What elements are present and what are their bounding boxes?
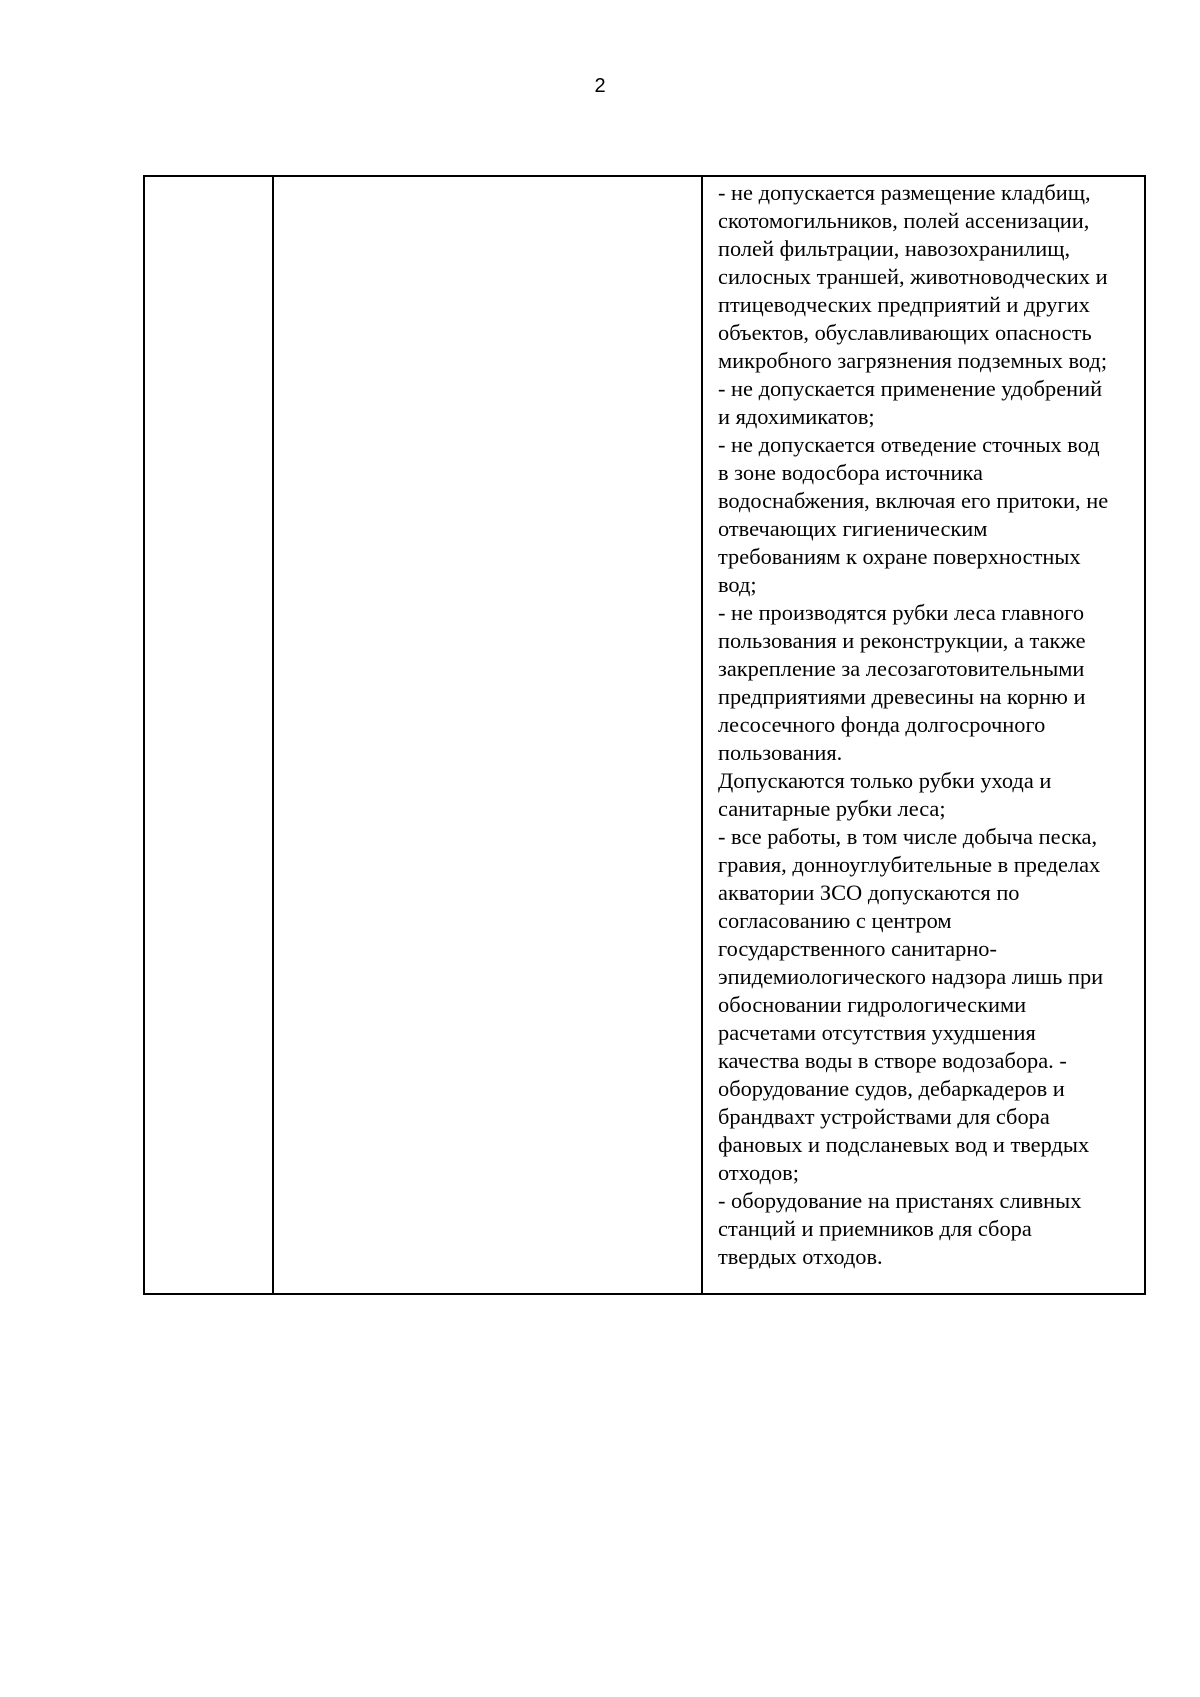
text-line: - все работы, в том числе добыча песка, bbox=[718, 824, 1098, 849]
text-line: птицеводческих предприятий и других bbox=[718, 292, 1090, 317]
text-line: - не допускается применение удобрений bbox=[718, 376, 1103, 401]
text-line: отходов; bbox=[718, 1160, 799, 1185]
page-number: 2 bbox=[594, 75, 606, 97]
text-line: - не допускается размещение кладбищ, bbox=[718, 180, 1091, 205]
text-line: Допускаются только рубки ухода и bbox=[718, 768, 1052, 793]
text-line: силосных траншей, животноводческих и bbox=[718, 264, 1108, 289]
text-line: предприятиями древесины на корню и bbox=[718, 684, 1086, 709]
text-line: - не производятся рубки леса главного bbox=[718, 600, 1085, 625]
text-line: в зоне водосбора источника bbox=[718, 460, 983, 485]
text-line: эпидемиологического надзора лишь при bbox=[718, 964, 1104, 989]
text-line: согласованию с центром bbox=[718, 908, 952, 933]
text-line: фановых и подсланевых вод и твердых bbox=[718, 1132, 1090, 1157]
text-line: объектов, обуславливающих опасность bbox=[718, 320, 1092, 345]
text-line: гравия, донноуглубительные в пределах bbox=[718, 852, 1101, 877]
text-line: микробного загрязнения подземных вод; bbox=[718, 348, 1108, 373]
text-line: пользования. bbox=[718, 740, 843, 765]
text-line: и ядохимикатов; bbox=[718, 404, 875, 429]
text-line: расчетами отсутствия ухудшения bbox=[718, 1020, 1036, 1045]
table-cell-3 bbox=[702, 176, 1145, 1294]
text-line: оборудование судов, дебаркадеров и bbox=[718, 1076, 1065, 1101]
table-cell-1 bbox=[144, 176, 273, 1294]
restrictions-table bbox=[143, 175, 1146, 1295]
restrictions-text bbox=[703, 177, 1144, 1271]
text-line: санитарные рубки леса; bbox=[718, 796, 946, 821]
text-line: брандвахт устройствами для сбора bbox=[718, 1104, 1050, 1129]
text-line: полей фильтрации, навозохранилищ, bbox=[718, 236, 1071, 261]
text-line: отвечающих гигиеническим bbox=[718, 516, 988, 541]
text-line: лесосечного фонда долгосрочного bbox=[718, 712, 1046, 737]
text-line: станций и приемников для сбора bbox=[718, 1216, 1032, 1241]
text-line: обосновании гидрологическими bbox=[718, 992, 1027, 1017]
table-cell-2 bbox=[273, 176, 702, 1294]
table-row bbox=[144, 176, 1145, 1294]
text-line: закрепление за лесозаготовительными bbox=[718, 656, 1085, 681]
text-line: - оборудование на пристанях сливных bbox=[718, 1188, 1082, 1213]
text-line: вод; bbox=[718, 572, 757, 597]
text-line: водоснабжения, включая его притоки, не bbox=[718, 488, 1109, 513]
text-line: - не допускается отведение сточных вод bbox=[718, 432, 1100, 457]
text-line: акватории ЗСО допускаются по bbox=[718, 880, 1020, 905]
text-line: твердых отходов. bbox=[718, 1244, 883, 1269]
text-line: скотомогильников, полей ассенизации, bbox=[718, 208, 1090, 233]
text-line: качества воды в створе водозабора. - bbox=[718, 1048, 1067, 1073]
text-line: государственного санитарно- bbox=[718, 936, 997, 961]
text-line: пользования и реконструкции, а также bbox=[718, 628, 1086, 653]
text-line: требованиям к охране поверхностных bbox=[718, 544, 1081, 569]
